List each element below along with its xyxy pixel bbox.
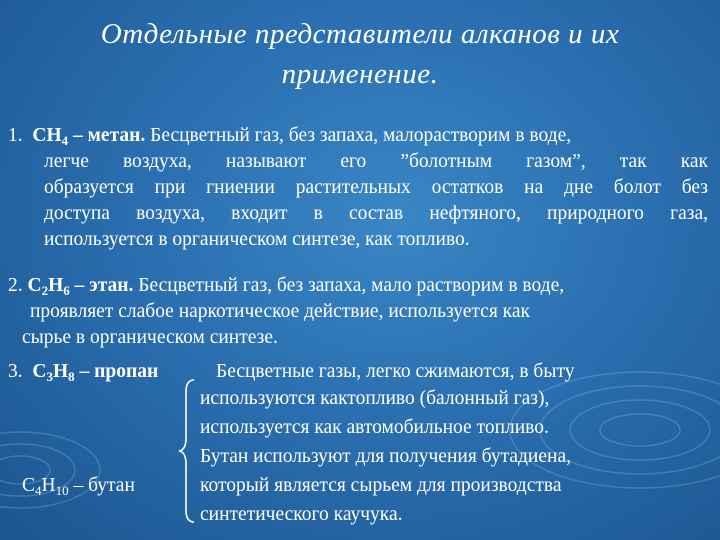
title-line-2: применение.	[281, 58, 439, 90]
propane-butane-line-3: используется как автомобильное топливо.	[200, 417, 549, 438]
slide-title	[40, 14, 680, 94]
item-1-line-3: образуется при гниении растительных остатков на дне болот без	[44, 177, 708, 198]
propane-butane-line-4: Бутан используют для получения бутадиена,	[200, 446, 571, 467]
item-3-number: 3.	[8, 361, 23, 382]
item-1-first-line: 1. $CH_4$ – метан. Бесцветный газ, без запаха, малорастворим в воде,	[8, 125, 572, 148]
item-1-line-2: легче воздуха, называют его ”болотным газом”, так как	[44, 151, 708, 172]
propane-butane-line-6: синтетического каучука.	[200, 504, 403, 525]
item-1-number: 1.	[8, 125, 23, 146]
butane-label: $C_4H_{10}$ – бутан	[22, 475, 135, 498]
title-line-1: Отдельные представители алканов и их	[100, 18, 620, 50]
propane-butane-line-5: который является сырьем для производства	[200, 475, 562, 496]
item-3-formula: $C_3H_8$	[32, 361, 75, 384]
item-1-line-4: доступа воздуха, входит в состав нефтяного, природного газа,	[44, 203, 708, 224]
propane-butane-line-2: используются кактопливо (балонный газ),	[200, 388, 550, 409]
item-2-formula: $C_2H_6$	[27, 275, 70, 298]
item-1-line-5: используется в органическом синтезе, как топливо.	[44, 229, 470, 250]
curly-brace-icon	[176, 378, 198, 524]
propane-butane-line-1: Бесцветные газы, легко сжимаются, в быту	[216, 361, 575, 382]
item-3-first-line: 3. $C_3H_8$ – пропан	[8, 361, 159, 384]
item-1-formula: $CH_4$	[32, 125, 69, 148]
butane-formula: $C_4H_{10}$	[22, 475, 69, 498]
item-2-first-line: 2. $C_2H_6$ – этан. Бесцветный газ, без запаха, мало растворим в воде,	[8, 275, 565, 298]
item-2-line-2: проявляет слабое наркотическое действие, используется как	[30, 301, 530, 322]
item-2-number: 2.	[8, 275, 23, 296]
item-2-line-3: сырье в органическом синтезе.	[22, 327, 278, 348]
